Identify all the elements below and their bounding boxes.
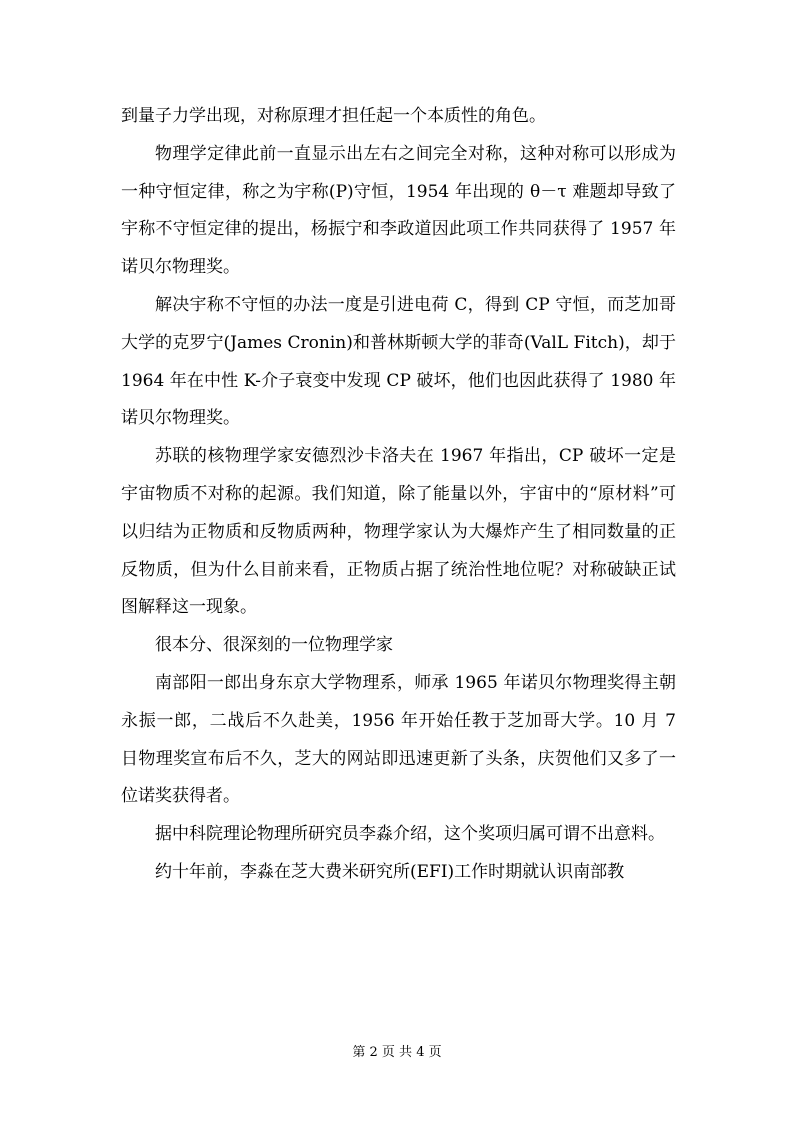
section-heading: 很本分、很深刻的一位物理学家 xyxy=(155,635,393,656)
paragraph-continuation: 到量子力学出现，对称原理才担任起一个本质性的角色。 xyxy=(121,106,546,126)
paragraph-nambu-biography: 南部阳一郎出身东京大学物理系，师承 1965 年诺贝尔物理奖得主朝永振一郎，二战后不久赴美，1956 年开始任教于芝加哥大学。10 月 7 日物理奖宣布后不久，芝大的网站即迅速更新了头条，庆贺他们又多了一位诺奖获得者。 xyxy=(121,672,676,807)
paragraph-matter-asymmetry: 苏联的核物理学家安德烈沙卡洛夫在 1967 年指出，CP 破坏一定是宇宙物质不对称的起源。我们知道，除了能量以外，宇宙中的“原材料”可以归结为正物质和反物质两种，物理学家认为大爆炸产生了相同数量的正反物质，但为什么目前来看，正物质占据了统治性地位呢？对称破缺正试图解释这一现象。 xyxy=(121,446,676,618)
page-footer xyxy=(0,1045,794,1061)
paragraph-li-miao-comment: 据中科院理论物理所研究员李淼介绍，这个奖项归属可谓不出意料。 xyxy=(155,824,665,845)
paragraph-parity-conservation: 物理学定律此前一直显示出左右之间完全对称，这种对称可以形成为一种守恒定律，称之为宇称(P)守恒，1954 年出现的 θ－τ 难题却导致了宇称不守恒定律的提出，杨振宁和李政道因此项工作共同获得了 1957 年诺贝尔物理奖。 xyxy=(121,143,676,278)
page-number: 第 2 页 共 4 页 xyxy=(352,1045,442,1060)
paragraph-efi-period: 约十年前，李淼在芝大费米研究所(EFI)工作时期就认识南部教 xyxy=(155,861,625,882)
paragraph-cp-violation: 解决宇称不守恒的办法一度是引进电荷 C，得到 CP 守恒，而芝加哥大学的克罗宁(James Cronin)和普林斯顿大学的菲奇(ValL Fitch)，却于 1964 年在中性 K-介子衰变中发现 CP 破坏，他们也因此获得了 1980 年诺贝尔物理奖。 xyxy=(121,294,676,429)
body-text xyxy=(121,98,676,892)
